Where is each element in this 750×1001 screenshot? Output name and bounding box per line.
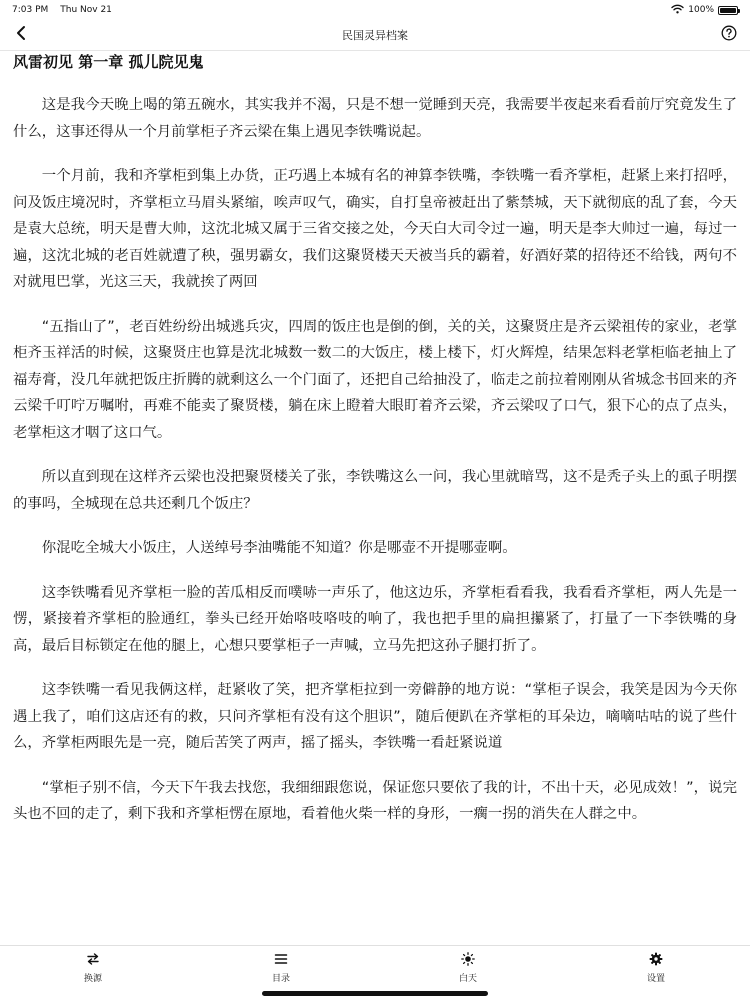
nav-bar [0,20,750,51]
status-bar [0,0,750,20]
paragraph: 一个月前，我和齐掌柜到集上办货，正巧遇上本城有名的神算李铁嘴，李铁嘴一看齐掌柜，赶紧上来打招呼，问及饭庄境况时，齐掌柜立马眉头紧缩，唉声叹气，确实，自打皇帝被赶出了紫禁城，天下就彻底的乱了套，今天是袁大总统，明天是曹大帅，这沈北城又属于三省交接之处，今天白大司令过一遍，明天是李大帅过一遍，每过一遍，这沈北城的老百姓就遭了秧，强男霸女，我们这聚贤楼天天被当兵的霸着，好酒好菜的招待还不给钱，两句不对就甩巴掌，光这三天，我就挨了两回 [13,168,737,290]
paragraph: 你混吃全城大小饭庄，人送绰号李油嘴能不知道？你是哪壶不开提哪壶啊。 [41,540,517,556]
page-title: 民国灵异档案 [342,29,408,42]
chapter-title: 风雷初见 第一章 孤儿院见鬼 [13,53,204,71]
paragraph: 这李铁嘴看见齐掌柜一脸的苦瓜相反而噗哧一声乐了，他这边乐，齐掌柜看看我，我看看齐掌柜，两人先是一愣，紧接着齐掌柜的脸通红，拳头已经开始咯吱咯吱的响了，我也把手里的扁担攥紧了，打量了一下李铁嘴的身高，最后目标锁定在他的腿上，心想只要掌柜子一声喊，立马先把这孙子腿打折了。 [13,584,737,654]
back-button[interactable] [10,24,32,46]
change-source-button[interactable] [48,951,138,984]
day-mode-button[interactable] [423,951,513,984]
paragraph: 所以直到现在这样齐云梁也没把聚贤楼关了张，李铁嘴这么一问，我心里就暗骂，这不是秃子头上的虱子明摆的事吗，全城现在总共还剩几个饭庄？ [13,469,737,512]
sun-icon [461,951,475,967]
battery-fill [720,8,736,13]
table-of-contents-button[interactable] [236,951,326,984]
status-time: 7:03 PM [12,5,49,15]
help-button[interactable] [718,24,740,46]
wifi-icon [671,4,684,17]
settings-button[interactable] [611,951,701,984]
battery-percent: 100% [688,5,714,15]
paragraph: “掌柜子别不信，今天下午我去找您，我细细跟您说，保证您只要依了我的计，不出十天，必见成效！”，说完头也不回的走了，剩下我和齐掌柜愣在原地，看着他火柴一样的身形，一瘸一拐的消失在人群之中。 [13,779,737,822]
home-indicator[interactable] [262,991,488,996]
question-circle-icon [721,25,737,45]
paragraph: “五指山了”，老百姓纷纷出城逃兵灾，四周的饭庄也是倒的倒，关的关，这聚贤庄是齐云梁祖传的家业，老掌柜齐玉祥活的时候，这聚贤庄也算是沈北城数一数二的大饭庄，楼上楼下，灯火辉煌，结果怎料老掌柜临老抽上了福寿膏，没几年就把饭庄折腾的就剩这么一个门面了，还把自己给抽没了，临走之前拉着刚刚从省城念书回来的齐云梁千叮咛万嘱咐，再难不能卖了聚贤楼，躺在床上瞪着大眼盯着齐云梁，齐云梁叹了口气，狠下心的点了点头，老掌柜这才咽了这口气。 [13,318,737,441]
status-date: Thu Nov 21 [60,5,112,15]
gear-icon [649,951,663,967]
day-mode-label: 白天 [458,974,477,984]
table-of-contents-label: 目录 [271,974,290,984]
swap-arrows-icon [86,951,100,967]
paragraph: 这是我今天晚上喝的第五碗水，其实我并不渴，只是不想一觉睡到天亮，我需要半夜起来看看前厅究竟发生了什么，这事还得从一个月前掌柜子齐云梁在集上遇见李铁嘴说起。 [13,97,737,140]
reader-content[interactable] [0,50,750,945]
chevron-left-icon [15,25,27,45]
settings-label: 设置 [646,974,665,984]
paragraph: 这李铁嘴一看见我俩这样，赶紧收了笑，把齐掌柜拉到一旁僻静的地方说：“掌柜子误会，我笑是因为今天你遇上我了，咱们这店还有的救，只问齐掌柜有没有这个胆识”，随后便趴在齐掌柜的耳朵边，嘀嘀咕咕的说了些什么，齐掌柜两眼先是一亮，随后苦笑了两声，摇了摇头，李铁嘴一看赶紧说道 [13,682,737,751]
battery-icon [718,6,738,15]
bottom-toolbar [0,945,750,1001]
list-icon [274,951,288,967]
change-source-label: 换源 [83,974,102,984]
